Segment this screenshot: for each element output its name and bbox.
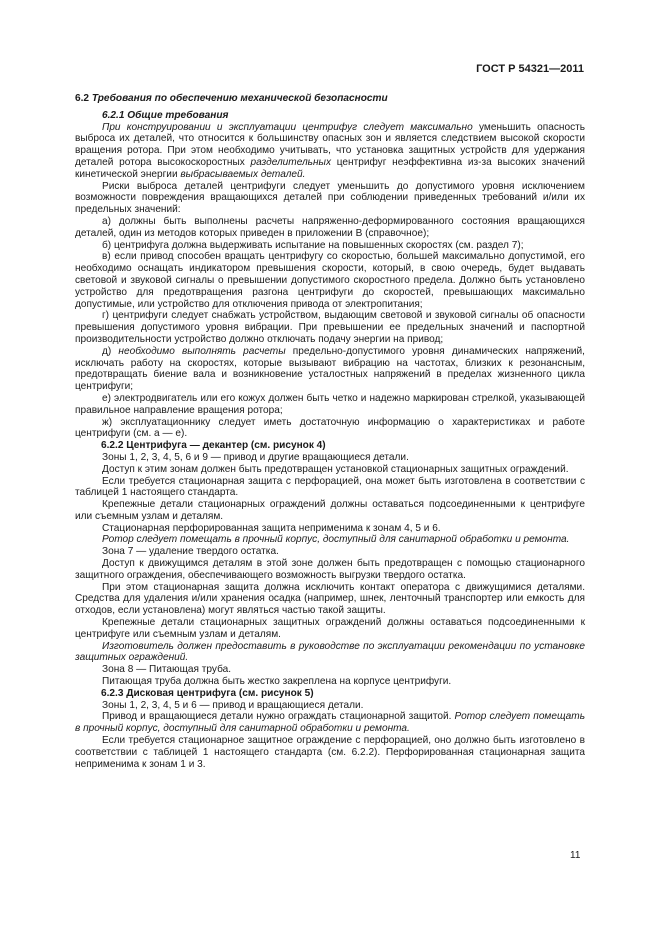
paragraph: Если требуется стационарное защитное ограждение с перфорацией, оно должно быть изготовлено в соответствии с таблицей 1 настоящего стандарта (см. 6.2.2). Перфорированная стационарная защита неприменима к зонам 1 и 3. bbox=[75, 735, 585, 770]
list-item: в) если привод способен вращать центрифугу со скоростью, большей максимально допустимой, его необходимо оснащать индикатором превышения скорости, который, в свою очередь, будет выдавать световой и звуковой сигналы о превышении допустимого скоростного предела. Должно быть установлено устройство для предотвращения разгона центрифуги до скоростей, превышающих максимально допустимые, или устройство для отключения привода от электропитания; bbox=[75, 251, 585, 310]
paragraph: Зона 7 — удаление твердого остатка. bbox=[102, 546, 279, 558]
paragraph: Зона 8 — Питающая труба. bbox=[102, 664, 232, 676]
section-6-2-2-heading: 6.2.2 Центрифуга — декантер (см. рисунок 4) bbox=[101, 440, 326, 452]
section-6-2-3-heading: 6.2.3 Дисковая центрифуга (см. рисунок 5) bbox=[101, 687, 314, 699]
paragraph: Риски выброса деталей центрифуги следует уменьшить до допустимого уровня исключением возможности повреждения вращающихся деталей при соблюдении приведенных требований и/или их предельных значений: bbox=[75, 180, 585, 216]
list-item: б) центрифуга должна выдерживать испытание на повышенных скоростях (см. раздел 7); bbox=[102, 239, 524, 251]
list-item: ж) эксплуатационнику следует иметь достаточную информацию о характеристиках и работе центрифуги (см. а — е). bbox=[75, 416, 585, 440]
section-6-2-title: Требования по обеспечению механической безопасности bbox=[91, 93, 388, 104]
paragraph: Зоны 1, 2, 3, 4, 5, 6 и 9 — привод и другие вращающиеся детали. bbox=[102, 451, 409, 463]
list-item: г) центрифуги следует снабжать устройством, выдающим световой и звуковой сигналы об опасности превышения допустимого уровня вибрации. При превышении ее предельных значений и паспортной производительности устройство должно отключать подачу энергии на привод; bbox=[75, 310, 585, 345]
paragraph: Крепежные детали стационарных защитных ограждений должны оставаться подсоединенными к центрифуге или съемным узлам и деталям. bbox=[75, 617, 585, 640]
page-number: 11 bbox=[570, 850, 581, 861]
section-6-2-1-heading: 6.2.1 Общие требования bbox=[102, 109, 229, 121]
list-item: д) необходимо выполнять расчеты предельно-допустимого уровня динамических напряжений, исключать работу на скоростях, которые вызывают вибрацию на частотах, близких к резонансным, предотвращать биение вала и возникновение усталостных напряжений в пределах жизненного цикла центрифуги; bbox=[75, 345, 585, 393]
paragraph: При конструировании и эксплуатации центрифуг следует максимально уменьшить опасность выброса их деталей, что относится к большинству опасных зон и является следствием высокой скорости вращения ротора. При этом необходимо учитывать, что установка защитных устройств для удержания деталей ротора высокоскоростных разделительных центрифуг неэффективна из-за высоких значений кинетической энергии выбрасываемых деталей. bbox=[75, 121, 585, 180]
paragraph: Изготовитель должен предоставить в руководстве по эксплуатации рекомендации по установке защитных ограждений. bbox=[75, 640, 585, 664]
section-6-2-heading: 6.2 Требования по обеспечению механической безопасности bbox=[75, 93, 388, 104]
paragraph: Доступ к этим зонам должен быть предотвращен установкой стационарных защитных ограждений. bbox=[102, 463, 569, 475]
paragraph: Привод и вращающиеся детали нужно ограждать стационарной защитой. Ротор следует помещать в прочный корпус, доступный для санитарной обработки и ремонта. bbox=[75, 711, 585, 735]
paragraph: Питающая труба должна быть жестко закреплена на корпусе центрифуги. bbox=[102, 676, 452, 688]
document-body bbox=[75, 93, 585, 770]
paragraph: Крепежные детали стационарных ограждений должны оставаться подсоединенными к центрифуге или съемным узлам и деталям. bbox=[75, 499, 585, 522]
paragraph: Зоны 1, 2, 3, 4, 5 и 6 — привод и вращающиеся детали. bbox=[102, 699, 364, 711]
list-item: е) электродвигатель или его кожух должен быть четко и надежно маркирован стрелкой, указывающей правильное направление вращения ротора; bbox=[75, 392, 585, 416]
paragraph: Доступ к движущимся деталям в этой зоне должен быть предотвращен с помощью стационарного защитного ограждения, обеспечивающего возможность выгрузки твердого остатка. bbox=[75, 558, 585, 581]
paragraph: Стационарная перфорированная защита неприменима к зонам 4, 5 и 6. bbox=[102, 522, 441, 534]
paragraph: Если требуется стационарная защита с перфорацией, она может быть изготовлена в соответствии с таблицей 1 настоящего стандарта. bbox=[75, 475, 585, 499]
paragraph: Ротор следует помещать в прочный корпус, доступный для санитарной обработки и ремонта. bbox=[102, 534, 570, 546]
document-header: ГОСТ Р 54321—2011 bbox=[476, 63, 584, 75]
paragraph: При этом стационарная защита должна исключить контакт оператора с движущимися деталями. Средства для удаления и/или хранения осадка (например, шнек, ленточный транспортер или емкость для отходов, если установлена) могут являться частью такой защиты. bbox=[75, 581, 585, 617]
list-item: а) должны быть выполнены расчеты напряженно-деформированного состояния вращающихся деталей, один из методов которых приведен в приложении В (справочное); bbox=[75, 215, 585, 239]
